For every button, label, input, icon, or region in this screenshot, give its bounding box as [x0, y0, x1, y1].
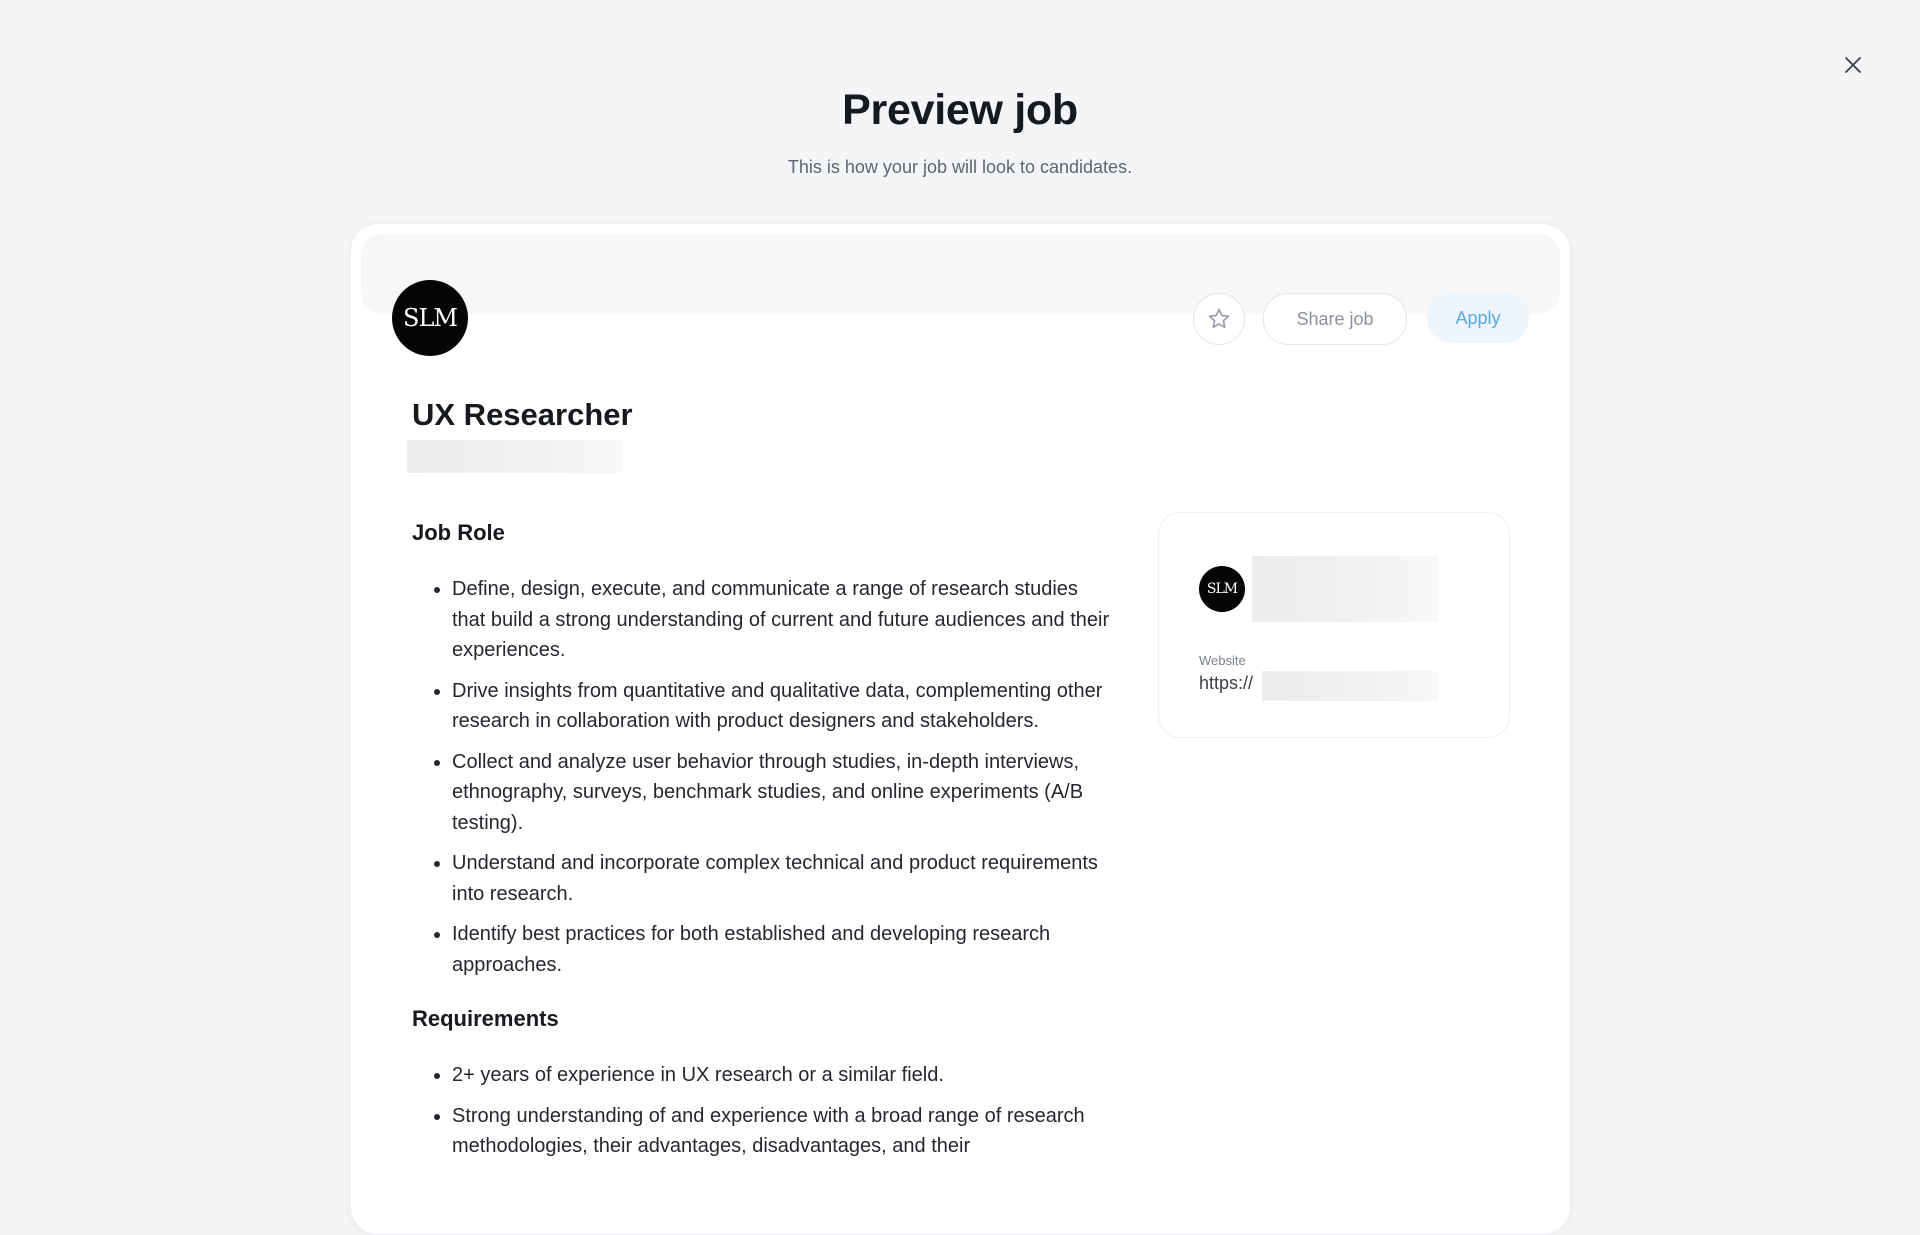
favorite-button[interactable] [1193, 293, 1245, 345]
website-label: Website [1199, 653, 1246, 668]
requirements-heading: Requirements [412, 1006, 559, 1031]
list-item: • Strong understanding of and experience with a broad range of research methodologies, their advantages, disadvantages, and their [452, 1101, 1112, 1162]
company-name-redacted [407, 440, 622, 473]
requirements-list [412, 1060, 1112, 1162]
list-item: • Understand and incorporate complex technical and product requirements into research. [452, 848, 1112, 909]
list-item: • Drive insights from quantitative and qualitative data, complementing other research in collaboration with product designers and stakeholders. [452, 676, 1112, 737]
job-preview-card [350, 223, 1571, 1235]
star-icon [1206, 306, 1232, 332]
job-description [412, 520, 1112, 1188]
list-item: • Collect and analyze user behavior through studies, in-depth interviews, ethnography, surveys, benchmark studies, and online experiments (A/B testing). [452, 747, 1112, 839]
close-button[interactable] [1841, 53, 1865, 77]
job-title: UX Researcher [412, 397, 633, 432]
list-item: • Identify best practices for both established and developing research approaches. [452, 919, 1112, 980]
list-item: • Define, design, execute, and communicate a range of research studies that build a strong understanding of current and future audiences and their experiences. [452, 574, 1112, 666]
apply-button[interactable]: Apply [1427, 293, 1529, 343]
page-title: Preview job [842, 86, 1078, 134]
share-job-button[interactable]: Share job [1263, 293, 1407, 345]
website-link[interactable]: https:// [1199, 673, 1254, 693]
website-redacted [1262, 671, 1438, 701]
job-role-heading: Job Role [412, 520, 505, 545]
company-logo-small: SLM [1199, 566, 1245, 612]
close-icon [1841, 53, 1865, 77]
page-subtitle: This is how your job will look to candidates. [787, 157, 1133, 177]
company-info-card [1158, 512, 1510, 738]
company-name-redacted [1252, 556, 1438, 622]
list-item: • 2+ years of experience in UX research or a similar field. [452, 1060, 1112, 1091]
company-logo: SLM [392, 280, 468, 356]
job-role-list [412, 574, 1112, 980]
